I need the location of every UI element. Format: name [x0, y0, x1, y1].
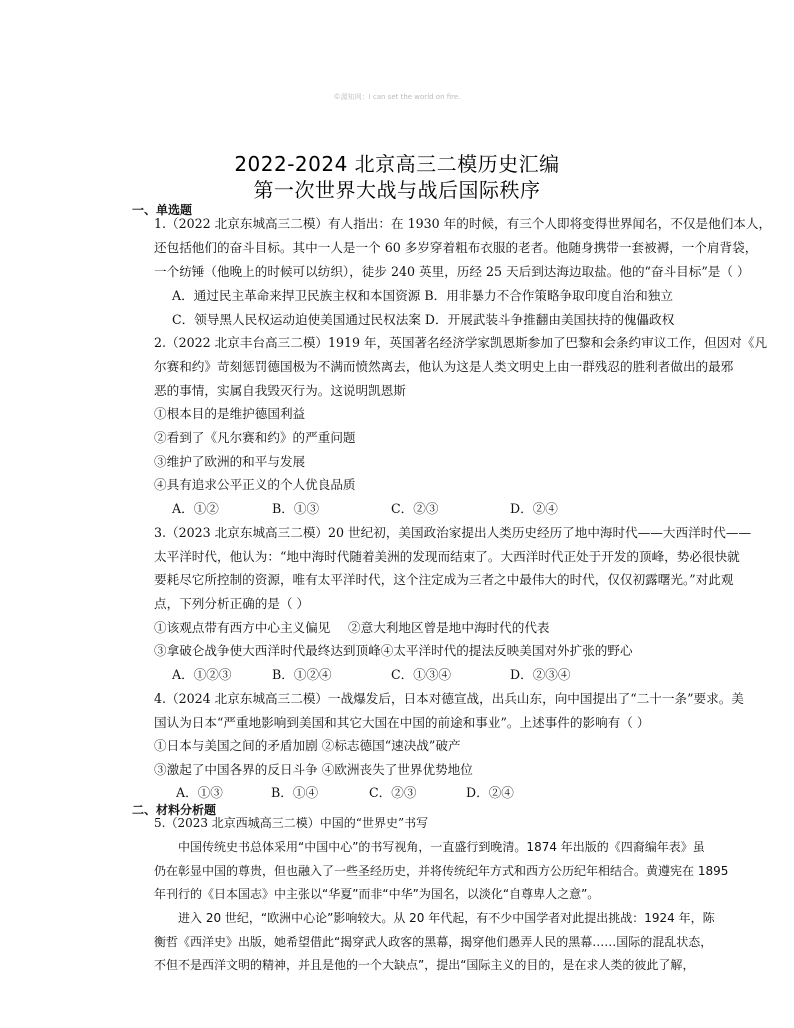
- q4-option-b: B．①④: [271, 785, 319, 800]
- q3-option-b: B．①②④: [272, 667, 332, 682]
- q3-option-d: D．②③④: [510, 667, 571, 682]
- q2-line-1: 2.（2022 北京丰台高三二模）1919 年，英国著名经济学家凯恩斯参加了巴黎和会条约审议工作，但因对《凡: [154, 335, 768, 350]
- q3-item-2: ②意大利地区曾是地中海时代的代表: [348, 620, 550, 635]
- q5-para1-line-1: 中国传统史书总体采用“中国中心”的书写视角，一直盛行到晚清。1874 年出版的《四裔编年表》虽: [178, 840, 705, 854]
- q1-options-cd: C．领导黑人民权运动迫使美国通过民权法案 D．开展武装斗争推翻由美国扶持的傀儡政权: [172, 312, 675, 327]
- q3-item-1: ①该观点带有西方中心主义偏见: [154, 620, 331, 635]
- document-title: 2022-2024 北京高三二模历史汇编: [234, 152, 560, 176]
- document-subtitle: 第一次世界大战与战后国际秩序: [253, 178, 541, 202]
- q3-line-2: 太平洋时代，他认为：“地中海时代随着美洲的发现而结束了。大西洋时代正处于开发的顶峰，势必很快就: [154, 549, 740, 564]
- q5-para2-line-1: 进入 20 世纪，“欧洲中心论”影响较大。从 20 年代起，有不少中国学者对此提出挑战：1924 年，陈: [178, 911, 715, 925]
- q3-line-4: 点，下列分析正确的是（ ）: [154, 596, 310, 611]
- q3-line-3: 要耗尽它所控制的资源，唯有太平洋时代，这个注定成为三者之中最伟大的时代，仅仅初露曙光。”对此观: [154, 572, 734, 587]
- q2-item-1: ①根本目的是维护德国利益: [154, 406, 306, 421]
- q2-item-2: ②看到了《凡尔赛和约》的严重问题: [154, 430, 356, 445]
- q4-option-a: A．①③: [176, 785, 223, 800]
- q2-option-c: C．②③: [391, 501, 439, 516]
- q4-items-1-2: ①日本与美国之间的矛盾加剧 ②标志德国“速决战”破产: [154, 738, 461, 753]
- q2-option-d: D．②④: [510, 501, 558, 516]
- watermark: ©源知网：I can set the world on fire.: [333, 93, 461, 101]
- q5-para2-line-2: 衡哲《西洋史》出版，她希望借此“揭穿武人政客的黑幕，揭穿他们愚弄人民的黑幕……国际的混乱状态，: [154, 935, 713, 949]
- section-heading-single-choice: 一、单选题: [132, 203, 193, 217]
- q5-para2-line-3: 不但不是西洋文明的精神，并且是他的一个大缺点”，提出“国际主义的目的，是在求人类的彼此了解，: [154, 958, 695, 972]
- q3-line-1: 3.（2023 北京东城高三二模）20 世纪初，美国政治家提出人类历史经历了地中海时代——大西洋时代——: [154, 525, 752, 540]
- q1-options-ab: A．通过民主革命来捍卫民族主权和本国资源 B．用非暴力不合作策略争取印度自治和独立: [172, 288, 673, 303]
- q2-item-4: ④具有追求公平正义的个人优良品质: [154, 477, 356, 492]
- q4-line-1: 4.（2024 北京东城高三二模）一战爆发后，日本对德宣战，出兵山东，向中国提出了“二十一条”要求。美: [154, 691, 744, 706]
- q3-option-a: A．①②③: [172, 667, 232, 682]
- q4-option-c: C．②③: [369, 785, 417, 800]
- q5-heading: 5.（2023 北京西城高三二模）中国的“世界史”书写: [154, 816, 429, 830]
- q1-line-2: 还包括他们的奋斗目标。其中一人是一个 60 多岁穿着粗布衣服的老者。他随身携带一套被褥，一个肩背袋，: [154, 240, 758, 255]
- q1-line-3: 一个纺锤（他晚上的时候可以纺织），徒步 240 英里，历经 25 天后到达海边取盐。他的“奋斗目标”是（ ）: [154, 264, 750, 279]
- q4-items-3-4: ③激起了中国各界的反日斗争 ④欧洲丧失了世界优势地位: [154, 762, 473, 777]
- q3-items-3-4: ③拿破仑战争使大西洋时代最终达到顶峰④太平洋时代的提法反映美国对外扩张的野心: [154, 643, 633, 658]
- q2-line-3: 恶的事情，实属自我毁灭行为。这说明凯恩斯: [154, 383, 406, 398]
- q2-option-a: A．①②: [172, 501, 219, 516]
- q2-item-3: ③维护了欧洲的和平与发展: [154, 454, 306, 469]
- q2-option-b: B．①③: [272, 501, 320, 516]
- q4-option-d: D．②④: [466, 785, 514, 800]
- q2-line-2: 尔赛和约》苛刻惩罚德国极为不满而愤然离去，他认为这是人类文明史上由一群残忍的胜利者做出的最邪: [154, 359, 734, 374]
- q1-line-1: 1.（2022 北京东城高三二模）有人指出：在 1930 年的时候，有三个人即将变得世界闻名，不仅是他们本人，: [154, 216, 772, 231]
- q5-para1-line-2: 仍在彰显中国的尊贵，但也融入了一些圣经历史，并将传统纪年方式和西方公历纪年相结合。黄遵宪在 1895: [154, 864, 729, 878]
- section-heading-material-analysis: 二、材料分析题: [132, 803, 217, 817]
- q4-line-2: 国认为日本“严重地影响到美国和其它大国在中国的前途和事业”。上述事件的影响有（ ）: [154, 715, 650, 730]
- q5-para1-line-3: 年刊行的《日本国志》中主张以“华夏”而非“中华”为国名，以淡化“自尊卑人之意”。: [154, 887, 600, 901]
- q3-option-c: C．①③④: [391, 667, 452, 682]
